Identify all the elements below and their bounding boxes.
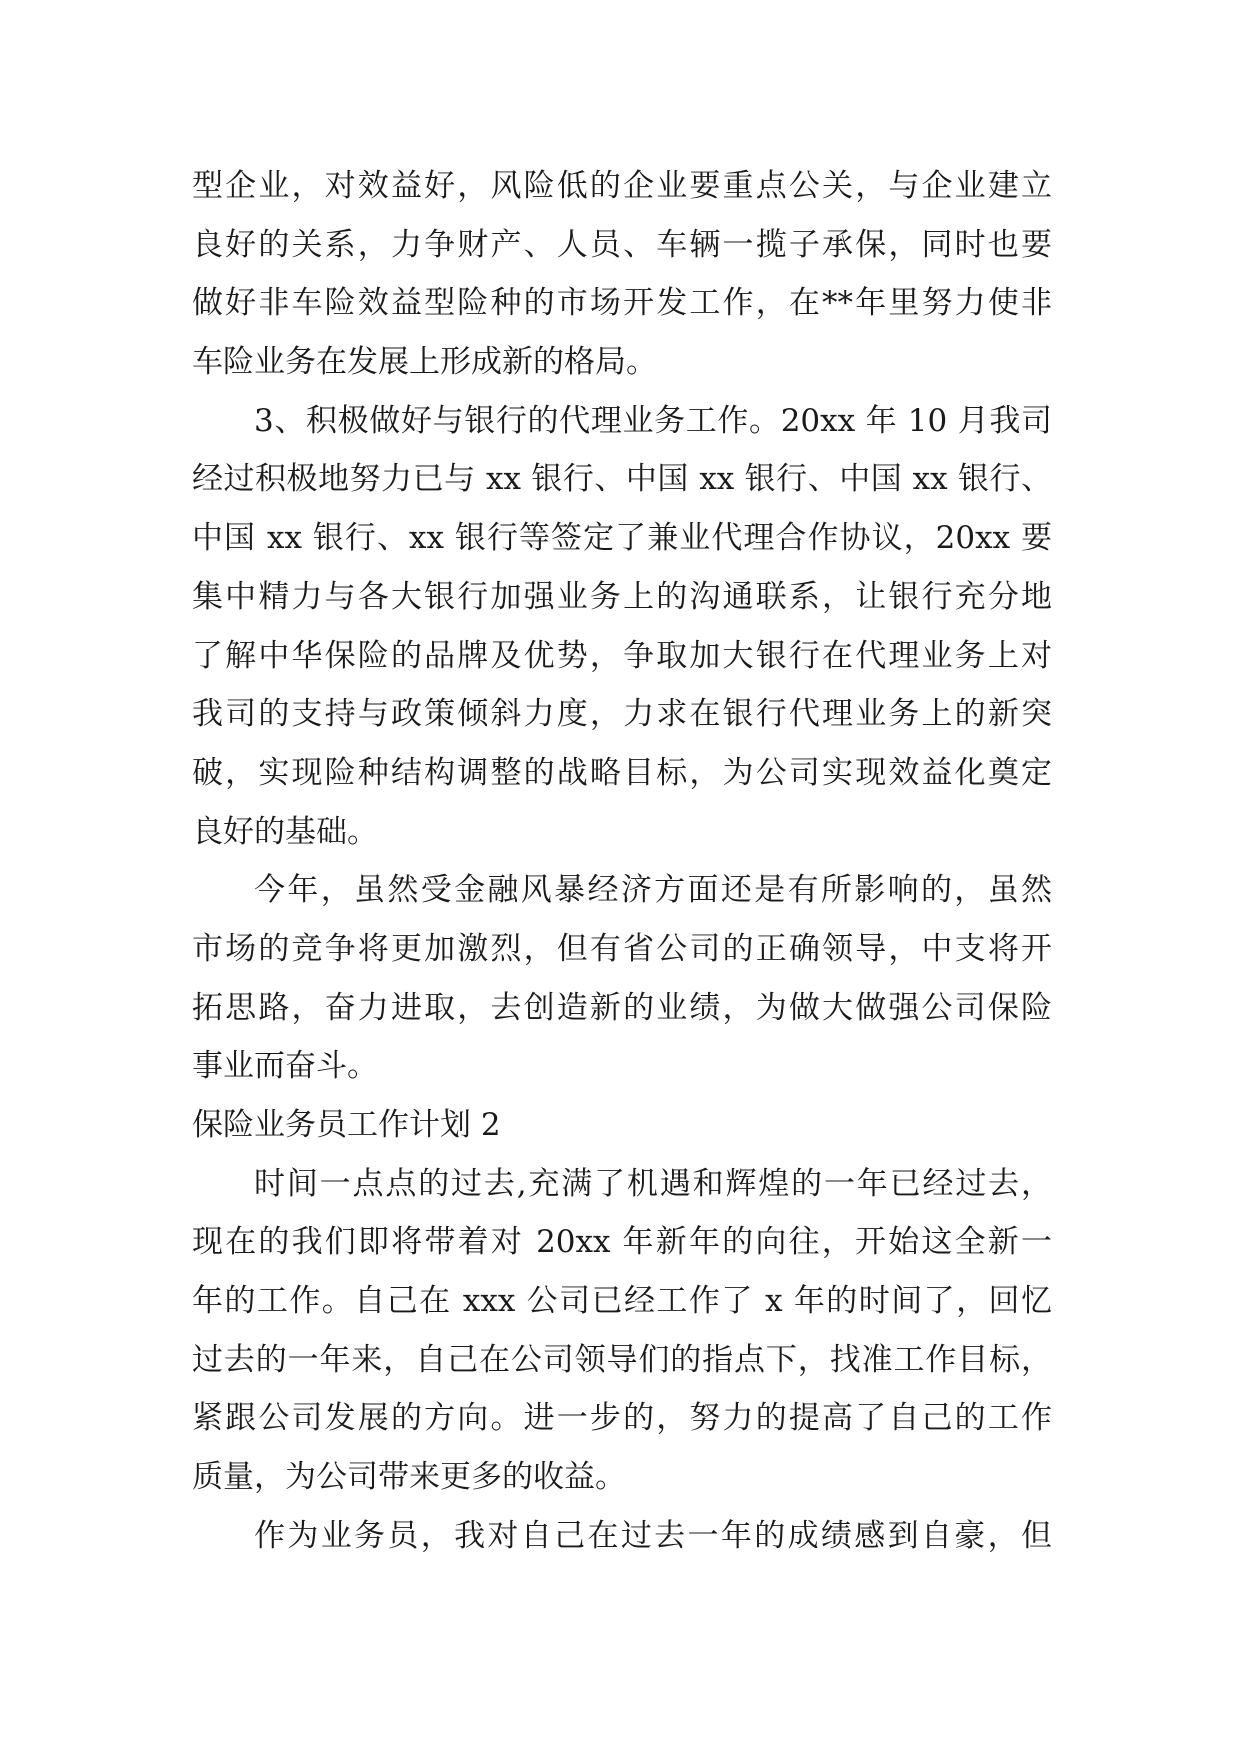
- text-line: 中国 xx 银行、xx 银行等签定了兼业代理合作协议，20xx 要: [192, 520, 1052, 557]
- paragraph-enterprise-clients: [192, 157, 1052, 392]
- text-line: 紧跟公司发展的方向。进一步的，努力的提高了自己的工作: [192, 1400, 1052, 1437]
- section-heading-text: 保险业务员工作计划 2: [192, 1107, 501, 1143]
- text-line: 作为业务员，我对自己在过去一年的成绩感到自豪，但: [254, 1517, 1052, 1554]
- text-line: 年的工作。自己在 xxx 公司已经工作了 x 年的时间了，回忆: [192, 1283, 1052, 1320]
- paragraph-time-passing: [192, 1155, 1052, 1507]
- text-line: 经过积极地努力已与 xx 银行、中国 xx 银行、中国 xx 银行、: [192, 461, 1052, 498]
- text-line: 今年，虽然受金融风暴经济方面还是有所影响的，虽然: [254, 872, 1052, 909]
- text-line: 时间一点点的过去,充满了机遇和辉煌的一年已经过去，: [254, 1165, 1052, 1202]
- text-line: 市场的竞争将更加激烈，但有省公司的正确领导，中支将开: [192, 930, 1052, 967]
- text-line: 了解中华保险的品牌及优势，争取加大银行在代理业务上对: [192, 637, 1052, 674]
- text-line: 型企业，对效益好，风险低的企业要重点公关，与企业建立: [192, 168, 1052, 204]
- paragraph-salesperson: [192, 1507, 1052, 1566]
- text-line: 良好的基础。: [192, 813, 378, 850]
- text-line: 质量，为公司带来更多的收益。: [192, 1459, 626, 1496]
- text-line: 做好非车险效益型险种的市场开发工作，在**年里努力使非: [192, 285, 1052, 322]
- paragraph-this-year: [192, 861, 1052, 1096]
- text-line: 3、积极做好与银行的代理业务工作。20xx 年 10 月我司: [254, 402, 1052, 439]
- text-line: 集中精力与各大银行加强业务上的沟通联系，让银行充分地: [192, 578, 1052, 615]
- text-line: 良好的关系，力争财产、人员、车辆一揽子承保，同时也要: [192, 226, 1052, 263]
- section-heading: [192, 1096, 1052, 1155]
- text-line: 破，实现险种结构调整的战略目标，为公司实现效益化奠定: [192, 754, 1052, 791]
- text-line: 车险业务在发展上形成新的格局。: [192, 344, 657, 381]
- text-line: 事业而奋斗。: [192, 1048, 378, 1085]
- text-line: 拓思路，奋力进取，去创造新的业绩，为做大做强公司保险: [192, 989, 1052, 1026]
- text-line: 现在的我们即将带着对 20xx 年新年的向往，开始这全新一: [192, 1224, 1052, 1261]
- text-line: 过去的一年来，自己在公司领导们的指点下，找准工作目标，: [192, 1341, 1052, 1378]
- text-line: 我司的支持与政策倾斜力度，力求在银行代理业务上的新突: [192, 696, 1052, 733]
- paragraph-bank-agency: [192, 392, 1052, 862]
- document-body: [192, 157, 1052, 1566]
